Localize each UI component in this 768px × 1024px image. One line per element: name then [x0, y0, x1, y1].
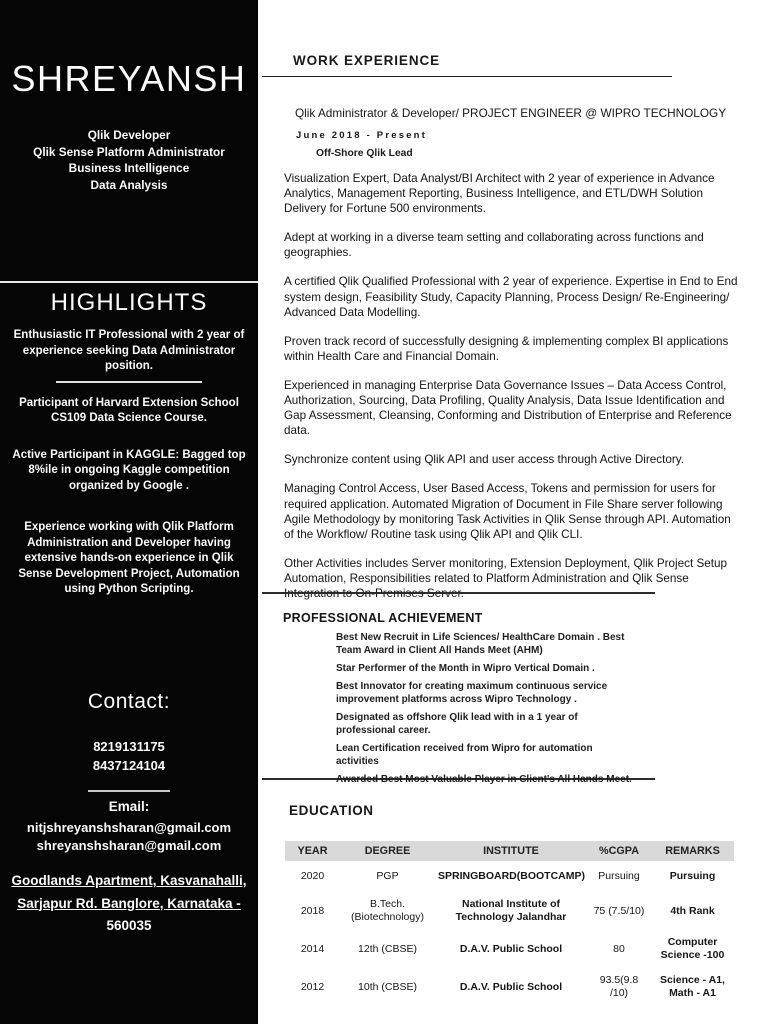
candidate-name: SHREYANSH	[11, 58, 247, 99]
highlights-list	[9, 328, 249, 598]
work-paragraph: Visualization Expert, Data Analyst/BI Architect with 2 year of experience in Advance Analytics, Management Reporting, Business Intelligence, and ETL/DWH Solution Delivery for Fortune 500 environments.	[284, 172, 715, 216]
education-table	[285, 841, 734, 1006]
table-cell: 80	[613, 942, 625, 955]
highlight-item: Experience working with Qlik Platform Administration and Developer having extensive hands-on experience in Qlik Sense Development Project, Automation using Python Scripting.	[18, 521, 240, 595]
table-cell: PGP	[376, 870, 399, 882]
table-row	[285, 892, 734, 930]
role-line: Qlik Sense Platform Administrator	[33, 144, 225, 159]
achievement-item: Designated as offshore Qlik lead with in a 1 year of professional career.	[336, 711, 578, 737]
phone-number: 8219131175	[93, 739, 165, 754]
email-label: Email:	[108, 799, 150, 814]
table-cell: Science - A1, Math - A1	[660, 974, 725, 999]
education-title: EDUCATION	[289, 803, 374, 818]
table-cell: Computer Science -100	[660, 936, 725, 961]
email-address: shreyanshsharan@gmail.com	[36, 838, 222, 853]
phone-list	[0, 737, 258, 775]
sidebar-divider	[0, 281, 258, 283]
role-line: Data Analysis	[90, 177, 168, 192]
table-header-row	[285, 841, 734, 861]
work-paragraph: Adept at working in a diverse team setting and collaborating across functions and geographies.	[284, 231, 704, 260]
table-cell: D.A.V. Public School	[459, 942, 563, 955]
highlight-item: Active Participant in KAGGLE: Bagged top 8%ile in ongoing Kaggle competition organized by Google .	[12, 448, 246, 492]
highlights-title: HIGHLIGHTS	[50, 289, 208, 316]
table-cell: 2020	[300, 870, 325, 882]
work-title-underline	[262, 76, 672, 77]
table-cell: SPRINGBOARD(BOOTCAMP)	[438, 870, 585, 882]
work-paragraph: Synchronize content using Qlik API and user access through Active Directory.	[284, 453, 684, 467]
achievement-item: Awarded Best Most Valuable Player in Client's All Hands Meet.	[336, 774, 632, 786]
work-paragraph: A certified Qlik Qualified Professional with 2 year of experience. Expertise in End to End system design, Feasibility Study, Capacity Planning, Process Design/ Re-Engineering/ Advanced Data Modelling.	[284, 275, 738, 319]
table-cell: B.Tech. (Biotechnology)	[351, 898, 424, 923]
highlight-item: Enthusiastic IT Professional with 2 year of experience seeking Data Administrator position.	[13, 329, 245, 372]
table-header-cell: INSTITUTE	[435, 841, 587, 861]
table-cell: D.A.V. Public School	[459, 980, 563, 993]
table-cell: 4th Rank	[670, 904, 715, 917]
table-header-cell: REMARKS	[651, 841, 734, 861]
address	[6, 870, 252, 938]
table-cell: 75 (7.5/10)	[593, 904, 645, 917]
address-line: Sarjapur Rd. Banglore, Karnataka -	[17, 895, 241, 911]
table-cell: Pursuing	[669, 870, 716, 882]
email-address: nitjshreyanshsharan@gmail.com	[26, 820, 232, 835]
address-line: 560035	[106, 918, 152, 933]
achievements-title: PROFESSIONAL ACHIEVEMENT	[283, 611, 483, 625]
work-paragraph: Other Activities includes Server monitoring, Extension Deployment, Qlik Project Setup Automation, Responsibilities related to Platform Administration and Qlik Sense Integration to On-Premises Server.	[284, 556, 728, 600]
table-row	[285, 861, 734, 892]
table-header-cell: %CGPA	[587, 841, 651, 861]
role-list	[0, 127, 258, 193]
table-header-cell: DEGREE	[340, 841, 435, 861]
table-cell: 12th (CBSE)	[358, 942, 417, 955]
table-row	[285, 930, 734, 968]
table-cell: 93.5(9.8 /10)	[599, 974, 639, 999]
work-paragraph: Experienced in managing Enterprise Data Governance Issues – Data Access Control, Authorization, Sourcing, Data Profiling, Quality Analysis, Data Issue Identification and Gap Assessment, Cleansing, Conforming and Distribution of Enterprise and Reference data.	[284, 378, 732, 438]
work-experience-title: WORK EXPERIENCE	[293, 53, 441, 68]
work-paragraphs	[284, 171, 739, 615]
job-dates: June 2018 - Present	[296, 130, 428, 141]
phone-number: 8437124104	[92, 758, 166, 773]
achievement-list	[336, 631, 636, 786]
achievement-item: Star Performer of the Month in Wipro Vertical Domain .	[336, 663, 595, 675]
job-title: Qlik Administrator & Developer/ PROJECT ENGINEER @ WIPRO TECHNOLOGY	[295, 106, 727, 120]
table-header-cell: YEAR	[285, 841, 340, 861]
contact-section	[0, 690, 258, 855]
table-row	[285, 968, 734, 1006]
achievements-section	[262, 592, 655, 786]
role-line: Qlik Developer	[87, 128, 171, 142]
job-role: Off-Shore Qlik Lead	[316, 148, 413, 159]
table-cell: 2012	[300, 980, 325, 993]
achievement-item: Lean Certification received from Wipro for automation activities	[336, 743, 593, 768]
highlight-underline	[56, 381, 202, 383]
address-line: Goodlands Apartment, Kasvanahalli,	[11, 873, 247, 888]
work-paragraph: Proven track record of successfully designing & implementing complex BI applications within Health Care and Financial Domain.	[284, 334, 729, 363]
role-line: Business Intelligence	[68, 161, 190, 175]
achievement-item: Best Innovator for creating maximum continuous service improvement platforms across Wipro Technology .	[336, 680, 608, 706]
table-cell: 2018	[300, 904, 325, 917]
achievement-item: Best New Recruit in Life Sciences/ HealthCare Domain . Best Team Award in Client All Hands Meet (AHM)	[336, 632, 625, 657]
highlight-item: Participant of Harvard Extension School CS109 Data Science Course.	[19, 396, 239, 424]
table-cell: 10th (CBSE)	[358, 980, 417, 993]
table-cell: 2014	[300, 942, 325, 955]
table-cell: Pursuing	[598, 870, 640, 882]
table-cell: National Institute of Technology Jalandhar	[455, 898, 567, 923]
contact-divider	[88, 790, 170, 792]
email-list	[0, 819, 258, 855]
work-paragraph: Managing Control Access, User Based Access, Tokens and permission for users for required application. Automated Migration of Document in File Share server following Agile Methodology by monitoring Task Activities in Qlik Sense through API. Automation of the Workflow/ Routine task using Qlik API and Qlik CLI.	[284, 482, 731, 541]
contact-title: Contact:	[87, 690, 171, 713]
sidebar	[0, 0, 258, 1024]
